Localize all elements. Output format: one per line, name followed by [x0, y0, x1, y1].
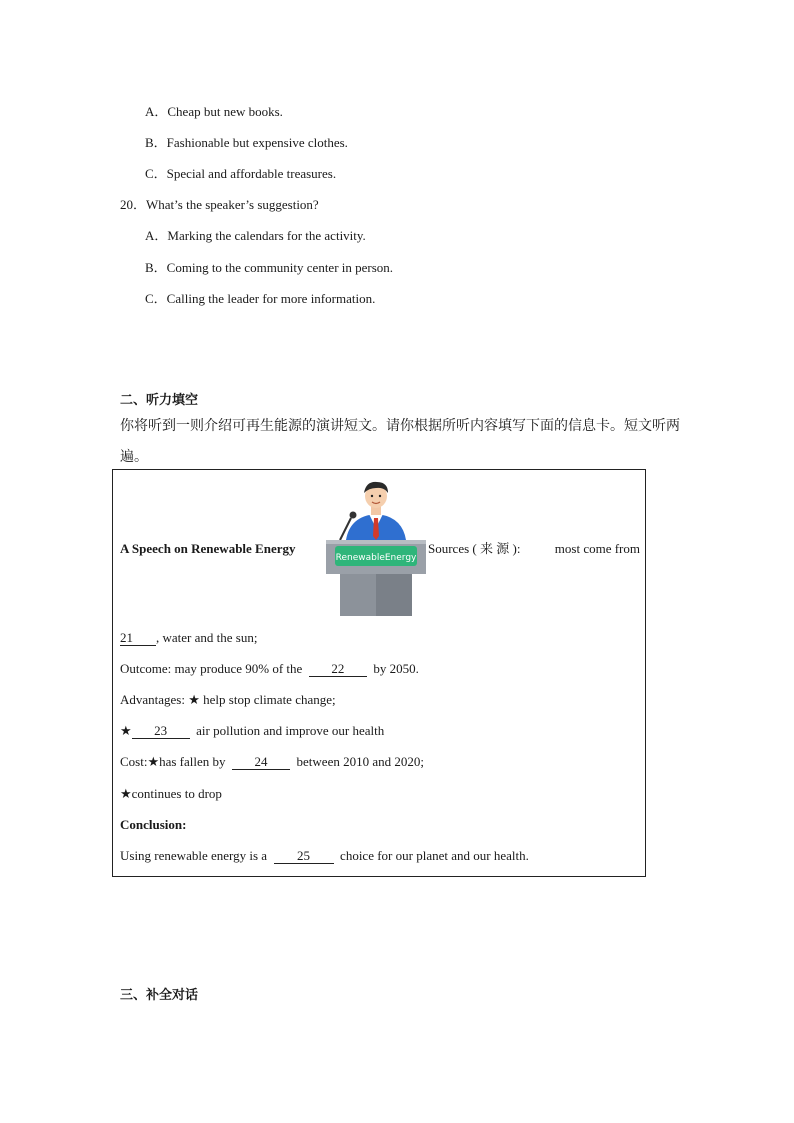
q19-option-b: B．Fashionable but expensive clothes. — [145, 135, 348, 150]
section3-title: 三、补全对话 — [120, 988, 199, 1003]
q20-option-b: B．Coming to the community center in person. — [145, 260, 394, 275]
sources-rest: , water and the sun; — [156, 630, 258, 645]
speaker-tie — [373, 518, 379, 540]
advantages-line: Advantages: ★ help stop climate change; — [120, 692, 336, 707]
blank-24: 24 — [232, 755, 290, 770]
q20-question: 20．What’s the speaker’s suggestion? — [120, 197, 319, 212]
blank21-line — [120, 630, 257, 646]
q19-option-a: A．Cheap but new books. — [145, 104, 283, 119]
cost-line: Cost:★has fallen by 24 between 2010 and 2020; — [120, 754, 424, 769]
conclusion-line: Using renewable energy is a 25 choice for our planet and our health. — [120, 848, 529, 863]
sources-text: most come from — [554, 541, 640, 556]
section2-instruction-line2: 遍。 — [120, 449, 148, 465]
blank-23: 23 — [132, 724, 190, 739]
blank-21: 21 — [120, 631, 156, 646]
q19-option-c: C．Special and affordable treasures. — [145, 166, 337, 181]
blank-22: 22 — [309, 662, 367, 677]
sources-label: Sources ( 来 源 ): — [428, 541, 521, 556]
blank-25: 25 — [274, 849, 334, 864]
cost-line-2: ★continues to drop — [120, 786, 222, 801]
microphone-icon — [350, 512, 357, 519]
blank23-line: ★ 23 air pollution and improve our health — [120, 723, 385, 738]
section2-instruction-line1: 你将听到一则介绍可再生能源的演讲短文。请你根据所听内容填写下面的信息卡。短文听两 — [120, 418, 680, 434]
outcome-line: Outcome: may produce 90% of the 22 by 2050. — [120, 661, 419, 676]
q20-option-a: A．Marking the calendars for the activity. — [145, 228, 366, 243]
card-title: A Speech on Renewable Energy — [120, 541, 296, 556]
q20-option-c: C．Calling the leader for more information. — [145, 291, 376, 306]
sources-line — [428, 541, 640, 557]
conclusion-label: Conclusion: — [120, 817, 187, 832]
podium-label: RenewableEnergy — [335, 553, 417, 563]
speaker-podium-illustration — [324, 478, 428, 618]
section2-title: 二、听力填空 — [120, 393, 199, 408]
